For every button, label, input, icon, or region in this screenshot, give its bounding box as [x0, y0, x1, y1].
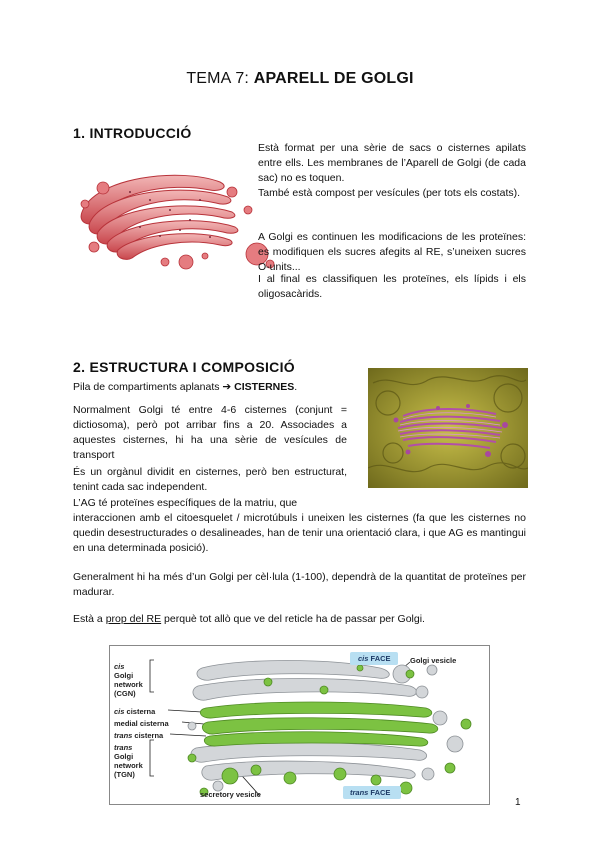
cis-face-em: cis [358, 654, 369, 663]
trans-face-rest: FACE [368, 788, 391, 797]
cis-face-rest: FACE [368, 654, 391, 663]
cisternae-paragraph: Normalment Golgi té entre 4-6 cisternes (conjunt = dictiosoma), però pot arribar fins a 20. Associades a aquestes cisternes, hi ha una sèrie de vesícules de transport [73, 404, 347, 461]
trans-golgi-network-label [114, 743, 143, 779]
proteins-paragraph-continued: interaccionen amb el citoesquelet / microtúbuls i uneixen les cisternes (fa que les cisternes no quedin desestructurades o desalineades, han de tenir una orientació clara, i que AG es mantingui en una determinada posició). [73, 512, 526, 554]
stack-line-end: . [294, 381, 298, 393]
cgn-line-1: cis [114, 662, 125, 671]
tgn-line-1: trans [114, 743, 133, 752]
cis-cisterna-em: cis [114, 707, 125, 716]
location-paragraph [73, 612, 526, 627]
secretory-vesicle-label: secretory vesicle [200, 790, 261, 799]
title-prefix: TEMA 7: [186, 70, 254, 87]
location-text-end: perquè tot allò que ve del reticle ha de passar per Golgi. [161, 613, 425, 625]
golgi-vesicle-label: Golgi vesicle [410, 656, 457, 665]
title-main: APARELL DE GOLGI [253, 70, 414, 87]
cgn-line-2: Golgi [114, 671, 134, 680]
trans-cisterna-label [114, 731, 163, 740]
golgi-illustration [70, 152, 275, 272]
golgi-micrograph [368, 368, 528, 488]
location-text-start: Està a [73, 613, 106, 625]
intro-paragraph-1: Està format per una sèrie de sacs o cisternes apilats entre ells. Les membranes de l’Aparell de Golgi (de cada sac) no es toquen. [258, 142, 526, 184]
location-underlined: prop del RE [105, 613, 162, 625]
cis-face-label [358, 654, 391, 663]
arrow-icon: ➔ [222, 381, 232, 393]
page-number: 1 [515, 797, 521, 808]
cgn-line-4: (CGN) [114, 689, 136, 698]
trans-cisterna-em: trans [114, 731, 133, 740]
tgn-line-3: network [114, 761, 143, 770]
intro-paragraph-2: També està compost per vesícules (per tots els costats). [258, 187, 521, 199]
cgn-line-3: network [114, 680, 143, 689]
organelle-paragraph: És un orgànul dividit en cisternes, però ben estructurat, tenint cada sac independent. [73, 466, 347, 493]
trans-face-em: trans [350, 788, 369, 797]
cisternes-keyword: CISTERNES [234, 381, 295, 393]
golgi-structure-diagram [109, 645, 490, 805]
stack-line-text: Pila de compartiments aplanats [73, 381, 223, 393]
trans-cisterna-rest: cisterna [132, 731, 164, 740]
section-2-heading: 2. ESTRUCTURA I COMPOSICIÓ [73, 359, 295, 375]
proteins-paragraph-start: L’AG té proteïnes específiques de la matriu, que [73, 497, 298, 509]
intro-paragraph-3: A Golgi es continuen les modificacions de les proteïnes: es modifiquen els sucres afegits al RE, s’uneixen sucres O-units... [258, 231, 526, 273]
cis-golgi-network-label [114, 662, 143, 698]
stack-line [73, 380, 363, 395]
tgn-line-2: Golgi [114, 752, 134, 761]
cis-cisterna-label [114, 707, 155, 716]
tgn-line-4: (TGN) [114, 770, 135, 779]
count-paragraph: Generalment hi ha més d’un Golgi per cèl·lula (1-100), dependrà de la quantitat de proteïnes per madurar. [73, 571, 526, 598]
trans-face-label [350, 788, 390, 797]
section-1-heading: 1. INTRODUCCIÓ [73, 125, 192, 141]
intro-paragraph-4: I al final es classifiquen les proteïnes, els lípids i els oligosacàrids. [258, 273, 526, 300]
page-title [0, 70, 600, 88]
cis-cisterna-rest: cisterna [124, 707, 156, 716]
medial-cisterna-label: medial cisterna [114, 719, 169, 728]
